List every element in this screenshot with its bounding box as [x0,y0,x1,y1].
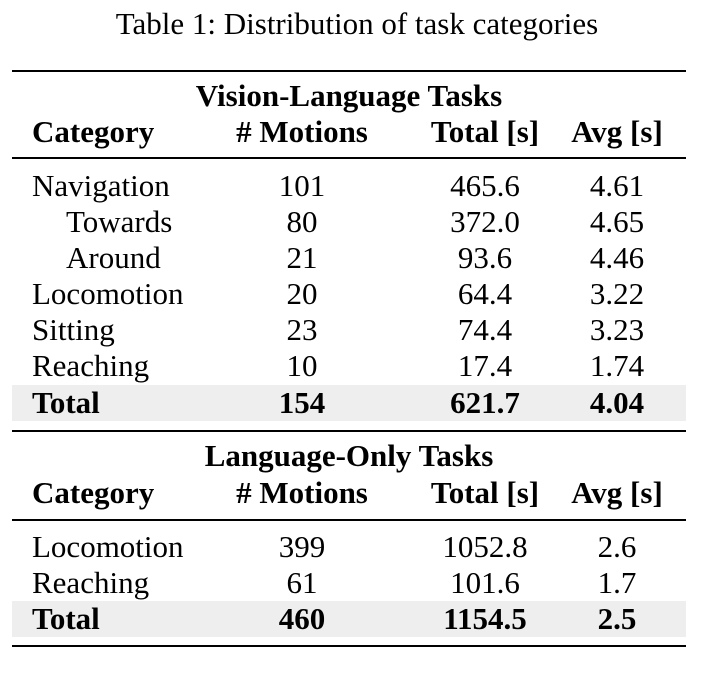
cell-avg: 4.61 [589,168,645,203]
section-rule [12,430,686,432]
cell-motions: 80 [286,204,318,239]
total-avg: 4.04 [589,385,645,420]
header-total: Total [s] [430,475,540,510]
header-motions: # Motions [236,114,368,149]
table-row [12,348,686,384]
bottom-rule [12,645,686,647]
cell-category: Reaching [32,348,150,383]
total-category: Total [32,385,100,420]
cell-category: Towards [66,204,173,239]
header-category: Category [32,114,155,149]
total-total: 621.7 [450,385,520,420]
cell-avg: 3.22 [589,276,645,311]
cell-motions: 61 [286,565,318,600]
table-row [12,529,686,565]
cell-total: 465.6 [450,168,520,203]
total-row [12,601,686,637]
cell-total: 17.4 [457,348,513,383]
cell-avg: 1.7 [597,565,637,600]
table-row [12,240,686,276]
cell-motions: 20 [286,276,318,311]
header-motions: # Motions [236,475,368,510]
cell-motions: 23 [286,312,318,347]
cell-category: Around [66,240,161,275]
cell-avg: 4.65 [589,204,645,239]
header-total: Total [s] [430,114,540,149]
table-caption: Table 1: Distribution of task categories [115,6,599,41]
cell-motions: 101 [278,168,326,203]
cell-category: Locomotion [32,276,184,311]
cell-avg: 1.74 [589,348,645,383]
top-rule [12,70,686,72]
cell-avg: 2.6 [597,529,637,564]
total-row [12,385,686,421]
cell-motions: 10 [286,348,318,383]
section-title-language-only: Language-Only Tasks [204,438,494,473]
header-category: Category [32,475,155,510]
table-row [12,276,686,312]
total-category: Total [32,601,100,636]
header-row [12,475,686,511]
table-row [12,312,686,348]
header-rule [12,519,686,521]
header-rule [12,157,686,159]
table-row [12,565,686,601]
cell-category: Navigation [32,168,170,203]
table-row [12,204,686,240]
cell-total: 372.0 [450,204,520,239]
total-avg: 2.5 [597,601,637,636]
header-avg: Avg [s] [571,114,663,149]
cell-total: 1052.8 [442,529,528,564]
cell-total: 101.6 [450,565,520,600]
cell-total: 64.4 [457,276,513,311]
cell-total: 93.6 [457,240,513,275]
cell-avg: 4.46 [589,240,645,275]
cell-motions: 399 [278,529,326,564]
cell-motions: 21 [286,240,318,275]
total-total: 1154.5 [443,601,527,636]
table-row [12,168,686,204]
cell-total: 74.4 [457,312,513,347]
header-avg: Avg [s] [571,475,663,510]
cell-category: Reaching [32,565,150,600]
header-row [12,114,686,150]
total-motions: 154 [278,385,326,420]
cell-category: Locomotion [32,529,184,564]
section-title-vision-language: Vision-Language Tasks [195,78,503,113]
cell-category: Sitting [32,312,115,347]
total-motions: 460 [278,601,326,636]
cell-avg: 3.23 [589,312,645,347]
